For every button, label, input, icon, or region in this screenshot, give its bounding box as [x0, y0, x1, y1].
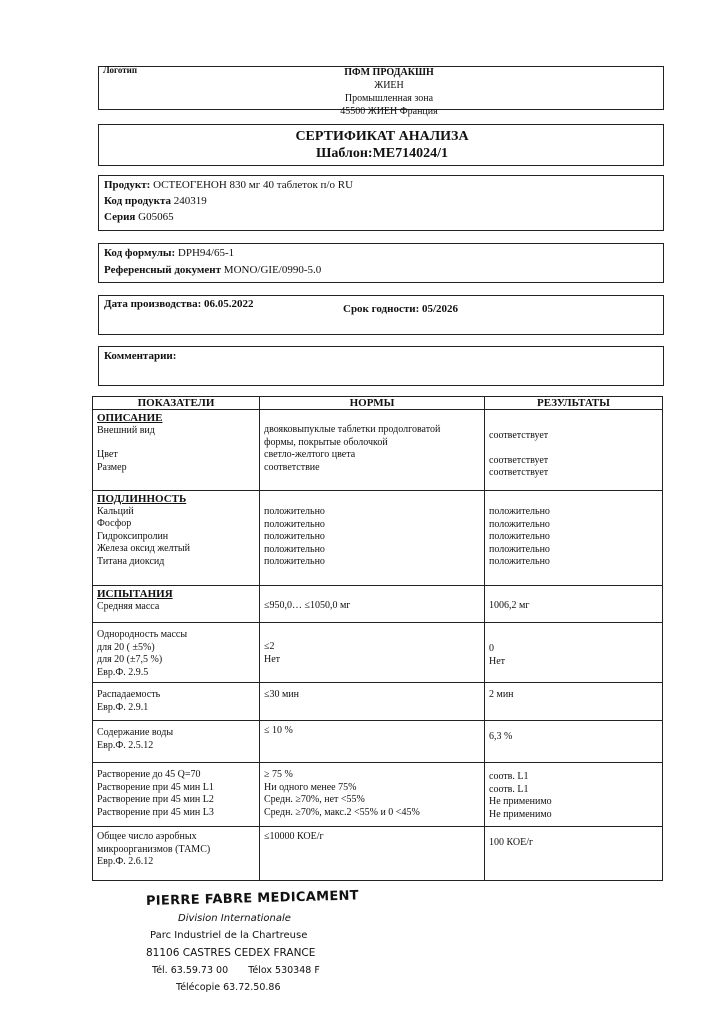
- identity-item: Железа оксид желтый: [97, 543, 190, 554]
- product-code-line: [104, 195, 207, 207]
- water-content-label: Содержание воды: [97, 727, 174, 738]
- dissolution-label-2: Растворение при 45 мин L1: [97, 781, 214, 793]
- header-results: РЕЗУЛЬТАТЫ: [485, 397, 663, 410]
- dissolution-norm-4: Средн. ≥70%, макс.2 <55% и 0 <45%: [264, 806, 420, 818]
- identity-result: положительно: [489, 531, 550, 542]
- dissolution-label-4: Растворение при 45 мин L3: [97, 806, 214, 818]
- product-code-label: Код продукта: [104, 195, 172, 207]
- dissolution-result-4: Не применимо: [489, 808, 552, 820]
- expiry-date-value: 05/2026: [422, 303, 459, 315]
- dates-box: [98, 295, 664, 335]
- reference-doc-value: MONO/GIE/0990-5.0: [223, 264, 322, 276]
- identity-result: положительно: [489, 543, 550, 555]
- table-header-row: [93, 397, 663, 410]
- table-row: [93, 827, 663, 881]
- table-row: [93, 721, 663, 763]
- disintegration-label: Распадаемость: [97, 689, 161, 700]
- logo-label: Логотип: [103, 65, 138, 75]
- uniformity-result-1: 0: [489, 643, 494, 654]
- appearance-label: Внешний вид: [97, 424, 155, 436]
- company-city: ЖИЕН: [374, 80, 404, 91]
- formula-code-line: [104, 247, 234, 259]
- dissolution-label-1: Растворение до 45 Q=70: [97, 769, 201, 780]
- microbial-label-2: микроорганизмов (ТАМС): [97, 843, 211, 855]
- uniformity-norm-2: Нет: [264, 653, 281, 665]
- certificate-title: СЕРТИФИКАТ АНАЛИЗА: [295, 129, 469, 144]
- company-stamp: [145, 888, 360, 993]
- identity-norm: положительно: [264, 531, 325, 542]
- stamp-tel: Tél. 63.59.73 00: [152, 965, 229, 976]
- table-row: [93, 683, 663, 721]
- microbial-label-1: Общее число аэробных: [97, 831, 197, 842]
- dissolution-result-3: Не применимо: [489, 796, 552, 807]
- series-label: Серия: [104, 211, 136, 223]
- dissolution-result-1: соотв. L1: [489, 771, 529, 782]
- microbial-norm: ≤10000 КОЕ/г: [264, 831, 324, 842]
- formula-box: [98, 243, 664, 283]
- identity-item: Кальций: [97, 505, 134, 517]
- results-table: [92, 396, 663, 881]
- size-label: Размер: [97, 461, 127, 473]
- section-identity: ПОДЛИННОСТЬ: [97, 493, 187, 505]
- dissolution-norm-3: Средн. ≥70%, нет <55%: [264, 794, 365, 805]
- uniformity-norm-1: ≤2: [264, 641, 275, 652]
- identity-result: положительно: [489, 518, 550, 530]
- identity-norm: положительно: [264, 506, 325, 517]
- series-line: [104, 211, 174, 223]
- color-label: Цвет: [97, 449, 118, 460]
- disintegration-result: 2 мин: [489, 689, 514, 700]
- description-norm-3: светло-желтого цвета: [264, 449, 356, 460]
- description-result-3: соответствует: [489, 467, 549, 478]
- water-content-norm: ≤ 10 %: [264, 725, 293, 736]
- formula-code-value: DPH94/65-1: [177, 247, 235, 259]
- identity-norm: положительно: [264, 543, 325, 555]
- water-content-ref: Евр.Ф. 2.5.12: [97, 739, 154, 751]
- table-row: [93, 763, 663, 827]
- dissolution-norm-2: Ни одного менее 75%: [264, 781, 357, 793]
- identity-item: Титана диоксид: [97, 555, 165, 567]
- product-label: Продукт:: [104, 179, 151, 191]
- uniformity-label-1: Однородность массы: [97, 629, 188, 640]
- description-result-1: соответствует: [489, 430, 549, 441]
- header-indicators: ПОКАЗАТЕЛИ: [93, 397, 260, 410]
- identity-norm: положительно: [264, 556, 325, 567]
- title-box: [98, 124, 664, 166]
- identity-item: Фосфор: [97, 518, 132, 529]
- description-result-2: соответствует: [489, 454, 549, 466]
- expiry-date-label: Срок годности:: [343, 303, 420, 315]
- identity-result: положительно: [489, 556, 550, 567]
- comments-box: [98, 346, 664, 386]
- uniformity-label-2: для 20 ( ±5%): [97, 641, 155, 653]
- identity-result: положительно: [489, 506, 550, 517]
- dissolution-result-2: соотв. L1: [489, 783, 529, 795]
- production-date-value: 06.05.2022: [204, 298, 254, 310]
- header-norms: НОРМЫ: [260, 397, 485, 410]
- section-description: ОПИСАНИЕ: [97, 412, 163, 424]
- section-tests: ИСПЫТАНИЯ: [97, 588, 173, 600]
- dissolution-label-3: Растворение при 45 мин L2: [97, 794, 214, 805]
- comments-label: Комментарии:: [104, 350, 177, 362]
- stamp-phones: [152, 965, 359, 976]
- stamp-company: PIERRE FABRE MEDICAMENT: [145, 888, 360, 909]
- table-row: [93, 491, 663, 586]
- dissolution-norm-1: ≥ 75 %: [264, 769, 293, 780]
- product-line: [104, 179, 353, 191]
- production-date-label: Дата производства:: [104, 298, 202, 310]
- microbial-label-3: Евр.Ф. 2.6.12: [97, 856, 154, 867]
- stamp-telex: Télox 530348 F: [248, 965, 320, 976]
- microbial-result: 100 КОЕ/г: [489, 837, 534, 848]
- uniformity-result-2: Нет: [489, 655, 506, 667]
- average-mass-norm: ≤950,0… ≤1050,0 мг: [264, 600, 351, 611]
- description-norm-1: двояковыпуклые таблетки продолговатой: [264, 424, 441, 435]
- header-box: [98, 65, 664, 117]
- table-row: [93, 410, 663, 491]
- company-address: [299, 66, 479, 118]
- disintegration-norm: ≤30 мин: [264, 689, 300, 700]
- stamp-park: Parc Industriel de la Chartreuse: [150, 930, 308, 941]
- stamp-fax: Télécopie 63.72.50.86: [176, 982, 281, 993]
- identity-item: Гидроксипролин: [97, 530, 169, 542]
- identity-norm: положительно: [264, 518, 325, 530]
- table-row: [93, 586, 663, 623]
- template-id: Шаблон:ME714024/1: [315, 146, 449, 161]
- description-norm-4: соответствие: [264, 461, 320, 473]
- table-row: [93, 623, 663, 683]
- disintegration-ref: Евр.Ф. 2.9.1: [97, 701, 149, 713]
- formula-code-label: Код формулы:: [104, 247, 176, 259]
- company-zone: Промышленная зона: [344, 93, 434, 104]
- description-norm-2: формы, покрытые оболочкой: [264, 436, 388, 448]
- production-date-line: [104, 298, 254, 310]
- expiry-date-line: [343, 303, 458, 315]
- reference-doc-line: [104, 264, 321, 276]
- product-value: ОСТЕОГЕНОН 830 мг 40 таблеток п/о RU: [153, 179, 354, 191]
- series-value: G05065: [138, 211, 174, 223]
- product-code-value: 240319: [173, 195, 207, 207]
- water-content-result: 6,3 %: [489, 731, 513, 742]
- company-name: ПФМ ПРОДАКШН: [344, 67, 434, 78]
- reference-doc-label: Референсный документ: [104, 264, 222, 276]
- product-box: [98, 175, 664, 231]
- average-mass-label: Средняя масса: [97, 600, 160, 612]
- company-address-line: 45500 ЖИЕН Франция: [340, 106, 438, 117]
- uniformity-label-4: Евр.Ф. 2.9.5: [97, 666, 149, 678]
- stamp-city: 81106 CASTRES CEDEX FRANCE: [146, 947, 316, 959]
- average-mass-result: 1006,2 мг: [489, 600, 530, 611]
- stamp-division: Division Internationale: [178, 913, 291, 924]
- uniformity-label-3: для 20 (±7,5 %): [97, 654, 163, 665]
